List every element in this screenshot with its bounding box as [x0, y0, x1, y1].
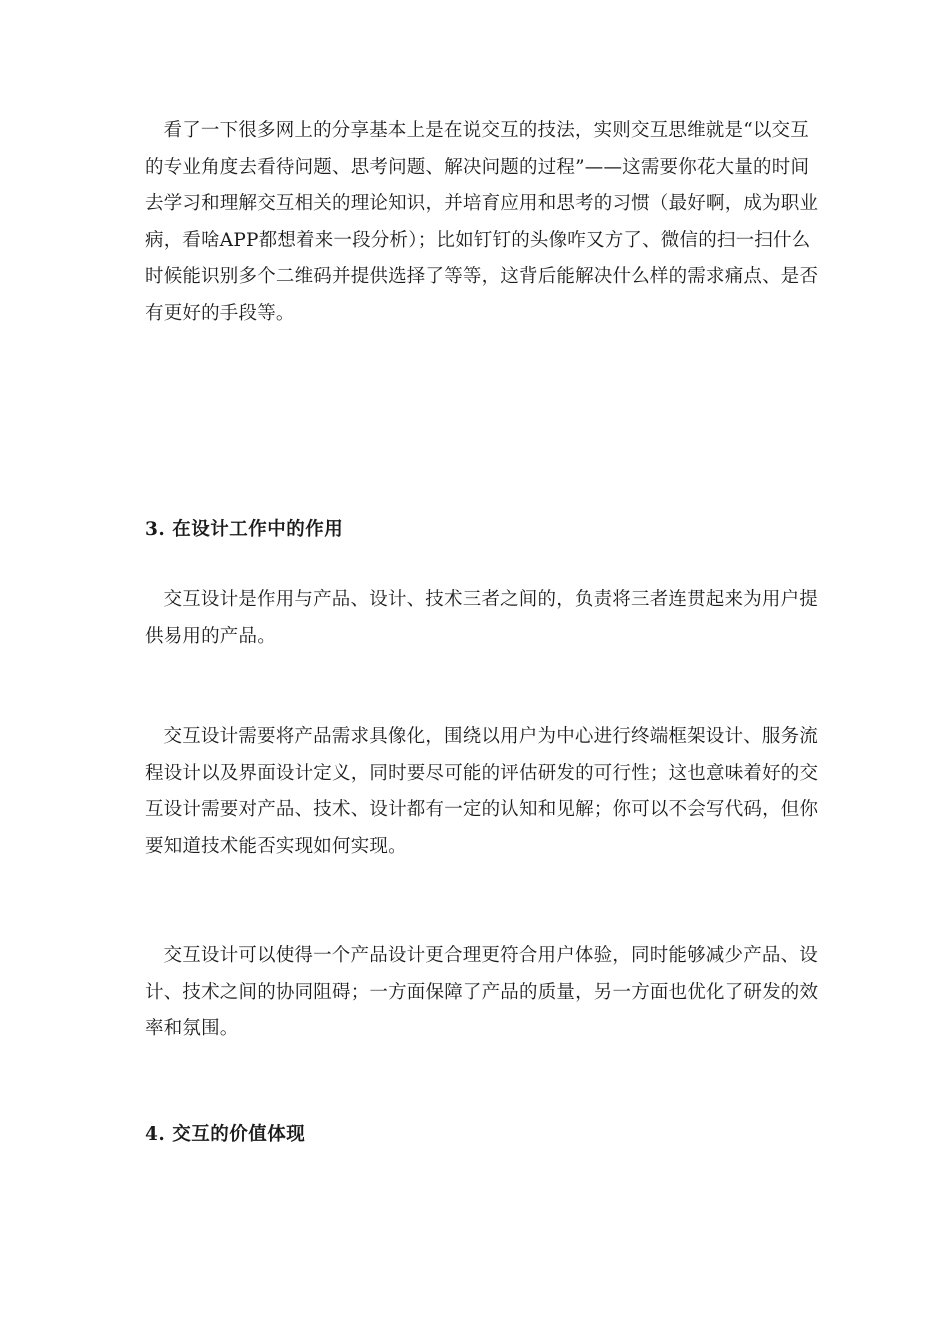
section-3-paragraph-2: 交互设计需要将产品需求具像化，围绕以用户为中心进行终端框架设计、服务流程设计以及界面设计定义，同时要尽可能的评估研发的可行性；这也意味着好的交互设计需要对产品、技术、设计都有一定的认知和见解；你可以不会写代码，但你要知道技术能否实现如何实现。 [145, 726, 819, 857]
section-3-paragraph-1: 交互设计是作用与产品、设计、技术三者之间的，负责将三者连贯起来为用户提供易用的产品。 [145, 589, 819, 647]
section-3-paragraph-3: 交互设计可以使得一个产品设计更合理更符合用户体验，同时能够减少产品、设计、技术之间的协同阻碍；一方面保障了产品的质量，另一方面也优化了研发的效率和氛围。 [145, 945, 819, 1039]
intro-paragraph: 看了一下很多网上的分享基本上是在说交互的技法，实则交互思维就是“以交互的专业角度去看待问题、思考问题、解决问题的过程”——这需要你花大量的时间去学习和理解交互相关的理论知识，并培育应用和思考的习惯（最好啊，成为职业病，看啥APP都想着来一段分析）；比如钉钉的头像咋又方了、微信的扫一扫什么时候能识别多个二维码并提供选择了等等，这背后能解决什么样的需求痛点、是否有更好的手段等。 [145, 120, 819, 324]
section-3-heading: 3. 在设计工作中的作用 [145, 519, 344, 540]
section-4-heading: 4. 交互的价值体现 [145, 1124, 306, 1145]
